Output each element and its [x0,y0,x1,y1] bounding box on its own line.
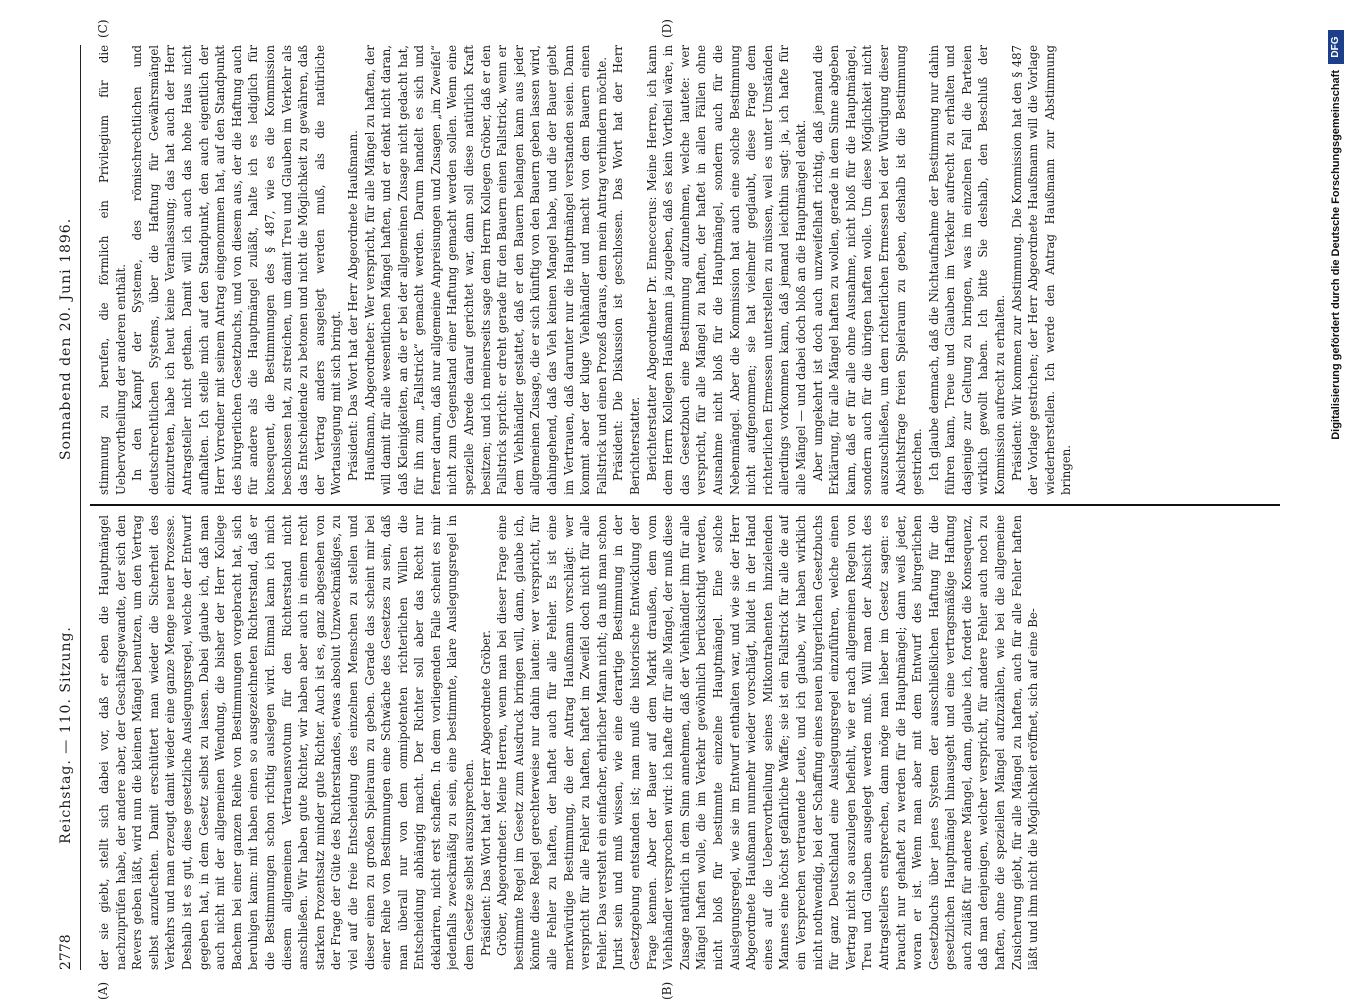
margin-mark-c: (C) [96,19,110,38]
session-date: Sonnabend den 20. Juni 1896. [58,217,74,460]
paragraph: Präsident: Die Diskussion ist geschlossen. Das Wort hat der Herr Berichterstatter. [611,45,642,495]
paragraph: Haußmann, Abgeordneter: Wer verspricht, für alle Mängel zu haften, der will damit für alle wesentlichen Mängel haften, und er denkt nicht daran, daß Kleinigkeiten, an die er bei der allgemeinen Zusage nicht gedacht hat, für ihn zum „Fallstrick“ gemacht werden. Darum handelt es sich und ferner darum, daß nur allgemeine Anpreisungen und Zusagen „im Zweifel“ nicht zum Gegenstand einer Haftung gemacht werden sollen. Wenn eine spezielle Abrede darauf gerichtet war, dann soll diese natürlich Kraft besitzen; und ich meinerseits sage dem Herrn Kollegen Gröber, daß er den Fallstrick spricht: er dreht gerade für den Bauern einen Fallstrick, wenn er dem Viehhändler gestattet, daß er den Bauern belangen kann aus jeder allgemeinen Zusage, die er sich künftig von den Bauern geben lassen wird, dahingehend, daß das Vieh keinen Mangel habe, und die der Bauer giebt im Vertrauen, daß darunter nur die Hauptmängel verstanden seien. Dann kommt aber der kluge Viehhändler und macht von dem Bauern einen Fallstrick und einen Prozeß daraus, dem mein Antrag verhindern möchte. [362,45,609,495]
digitization-credit [1330,0,1348,1000]
left-column [96,515,1276,970]
paragraph: Gröber, Abgeordneter: Meine Herren, wenn man bei dieser Frage eine bestimmte Regel im Gesetz zum Ausdruck bringen will, dann, glaube ich, könnte diese Regel gerechterweise nur dahin lauten: wer verspricht, für alle Fehler zu haften, der haftet auch für alle Fehler. Es ist eine merkwürdige Bestimmung, die der Antrag Haußmann vorschlägt: wer verspricht für alle Fehler zu haften, haftet im Zweifel doch nicht für alle Fehler. Das versteht ein einfacher, ehrlicher Mann nicht; da muß man schon Jurist sein und muß wissen, wie eine derartige Bestimmung in der Gesetzgebung entstanden ist; man muß die historische Entwicklung der Frage kennen. Aber der Bauer auf dem Markt draußen, dem vom Viehhändler versprochen wird: ich hafte dir für alle Mängel, der muß diese Zusage natürlich in dem Sinn annehmen, daß der Viehhändler ihm für alle Mängel haften wolle, die im Verkehr gewöhnlich berücksichtigt werden, nicht bloß für bestimmte einzelne Hauptmängel. Eine solche Auslegungsregel, wie sie im Entwurf enthalten war, und wie sie der Herr Abgeordnete Haußmann nunmehr wieder vorschlägt, bildet in der Hand eines auf die Uebervortheilung seines Mitkontrahenten hinzielenden Mannes eine höchst gefährliche Waffe; sie ist ein Fallstrick für alle die auf ein Versprechen vertrauende Leute, und ich glaube, wir haben wirklich nicht nothwendig, bei der Schaffung eines neuen bürgerlichen Gesetzbuchs für ganz Deutschland eine Auslegungsregel einzuführen, welche einen Vertrag nicht so auszulegen befiehlt, wie er nach allgemeinen Regeln von Treu und Glauben ausgelegt werden muß. Will man der Absicht des Antragstellers entsprechen, dann möge man lieber im Gesetz sagen: es braucht nur gehaftet zu werden für die Hauptmängel; dann weiß jeder, woran er ist. Wenn man aber mit dem Entwurf des bürgerlichen Gesetzbuchs über jenes System der ausschließlichen Haftung für die gesetzlichen Hauptmängel hinausgeht und eine vertragsmäßige Haftung auch zuläßt für andere Mängel, dann, glaube ich, fordert die Konsequenz, daß man denjenigen, welcher verspricht, für andere Fehler auch noch zu haften, ohne die speziellen Mängel aufzuzählen, wie bei die allgemeine Zusicherung giebt, für alle Mängel zu haften, auch für alle Fehler haften läßt und ihm nicht die Möglichkeit eröffnet, sich auf eine Be- [495,515,1041,970]
session-title: Reichstag. — 110. Sitzung. [58,626,74,844]
paragraph: Ich glaube demnach, daß die Nichtaufnahme der Bestimmung nur dahin führen kann, Treue und Glauben im Verkehr aufrecht zu erhalten und dasjenige zur Geltung zu bringen, was im einzelnen Fall die Parteien wirklich gewollt haben. Ich bitte Sie deshalb, den Beschluß der Kommission aufrecht zu erhalten. [926,45,1008,495]
right-column [96,45,1276,495]
margin-mark-a: (A) [96,981,110,1000]
paragraph: Präsident: Das Wort hat der Herr Abgeordnete Haußmann. [345,130,360,481]
paragraph: Berichterstatter Abgeordneter Dr. Enneccerus: Meine Herren, ich kann dem Herrn Kollegen Haußmann ja zugeben, daß es kein Vortheil wäre, in das Gesetzbuch eine Bestimmung aufzunehmen, welche lautete: wer verspricht, für alle Mängel zu haften, der haftet in allen Fällen ohne Ausnahme nicht bloß für die Hauptmängel, sondern auch für die Nebenmängel. Aber die Kommission hat auch eine solche Bestimmung nicht aufgenommen; sie hat vielmehr geglaubt, diese Frage dem richterlichen Ermessen unterstellen zu müssen, weil es unter Umständen allerdings vorkommen kann, daß jemand leichthin sagt: ja, ich hafte für alle Mängel — und dabei doch bloß an die Hauptmängel denkt. [644,45,808,495]
dfg-logo: DFG [1328,30,1344,64]
paragraph: stimmung zu berufen, die förmlich ein Privilegium für die Uebervortheilung der anderen enthält. [97,45,128,495]
paragraph: Aber umgekehrt ist doch auch unzweifelhaft richtig, daß jemand die Erklärung, für alle Mängel haften zu wollen, gerade in dem Sinne abgeben kann, daß er für alle ohne Ausnahme, nicht bloß für die Hauptmängel, sondern auch für die übrigen haften wolle. Um diese Möglichkeit nicht auszuschließen, um dem richterlichen Ermessen bei der Würdigung dieser Absichtsfrage freien Spielraum zu geben, deshalb ist die Bestimmung gestrichen. [810,45,925,495]
page-header [58,45,80,970]
margin-mark-d: (D) [660,19,674,38]
paragraph: Präsident: Wir kommen zur Abstimmung. Die Kommission hat den § 487 der Vorlage gestrichen; der Herr Abgeordnete Haußmann will die Vorlage wiederherstellen. Ich werde den Antrag Haußmann zur Abstimmung bringen. [1009,45,1074,495]
header-rule [80,45,81,970]
paragraph: der sie giebt, stellt sich dabei vor, daß er eben die Hauptmängel nachzuprüfen habe, der andere aber, der Geschäftsgewandte, der sich den Revers geben läßt, wird nun die kleinen Mängel benutzen, um den Vertrag selbst anzufechten. Damit erschüttert man wieder die Sicherheit des Verkehrs und man erzeugt damit wieder eine ganze Menge neuer Prozesse. Deshalb ist es gut, diese gesetzliche Auslegungsregel, welche der Entwurf gegeben hat, in dem Gesetz selbst zu lassen. Dabei glaube ich, daß man auch nicht mit der allgemeinen Wendung, die bisher der Herr Kollege Bachem bei einer ganzen Reihe von Bestimmungen vorgebracht hat, sich beruhigen kann: mit haben einen so ausgezeichneten Richterstand, daß er die Bestimmungen schon richtig auslegen wird. Einmal kann ich mich diesem allgemeinen Vertrauensvotum für den Richterstand nicht anschließen. Wir haben gute Richter, wir haben aber auch in einem recht starken Prozentsatz minder gute Richter. Auch ist es, ganz abgesehen von der Frage der Güte des Richterstandes, etwas absolut Unzweckmäßiges, zu viel auf die freie Entscheidung des einzelnen Menschen zu stellen und dieser einen zu großen Spielraum zu geben. Gerade das scheint mir bei einer Reihe von Bestimmungen eine Schwäche des Gesetzes zu sein, daß man überall nur von dem omnipotenten richterlichen Willen die Entscheidung abhängig macht. Der Richter soll aber das Recht nur deklariren, nicht erst schaffen. In dem vorliegenden Falle scheint es mir jedenfalls zweckmäßig zu sein, eine bestimmte, klare Auslegungsregel in dem Gesetze selbst auszusprechen. [97,515,477,970]
paragraph: In den Kampf der Systeme, des römischrechtlichen und deutschrechtlichen Systems, über die Haftung für Gewährsmängel einzutreten, habe ich heut keine Veranlassung; das hat auch der Herr Antragsteller nicht gethan. Damit will ich auch das hohe Haus nicht aufhalten. Ich stelle mich auf den Standpunkt, den auch eigentlich der Herr Vorredner mit seinem Antrag eingenommen hat, auf den Standpunkt des bürgerlichen Gesetzbuchs, und von diesem aus, der die Haftung auch für andere als die Hauptmängel zuläßt, halte ich es lediglich für konsequent, die Bestimmungen des § 487, wie es die Kommission beschlossen hat, zu streichen, um damit Treu und Glauben im Verkehr als das Entscheidende zu betonen und nicht die Möglichkeit zu gewähren, daß der Vertrag anders ausgelegt werden muß, als die natürliche Wortauslegung mit sich bringt. [130,45,344,495]
column-divider [90,504,1280,506]
paragraph: Präsident: Das Wort hat der Herr Abgeordnete Gröber. [478,630,493,956]
credit-text: Digitalisierung gefördert durch die Deutsche Forschungsgemeinschaft [1330,70,1342,440]
page-number: 2778 [58,934,74,970]
margin-mark-b: (B) [660,981,674,1000]
